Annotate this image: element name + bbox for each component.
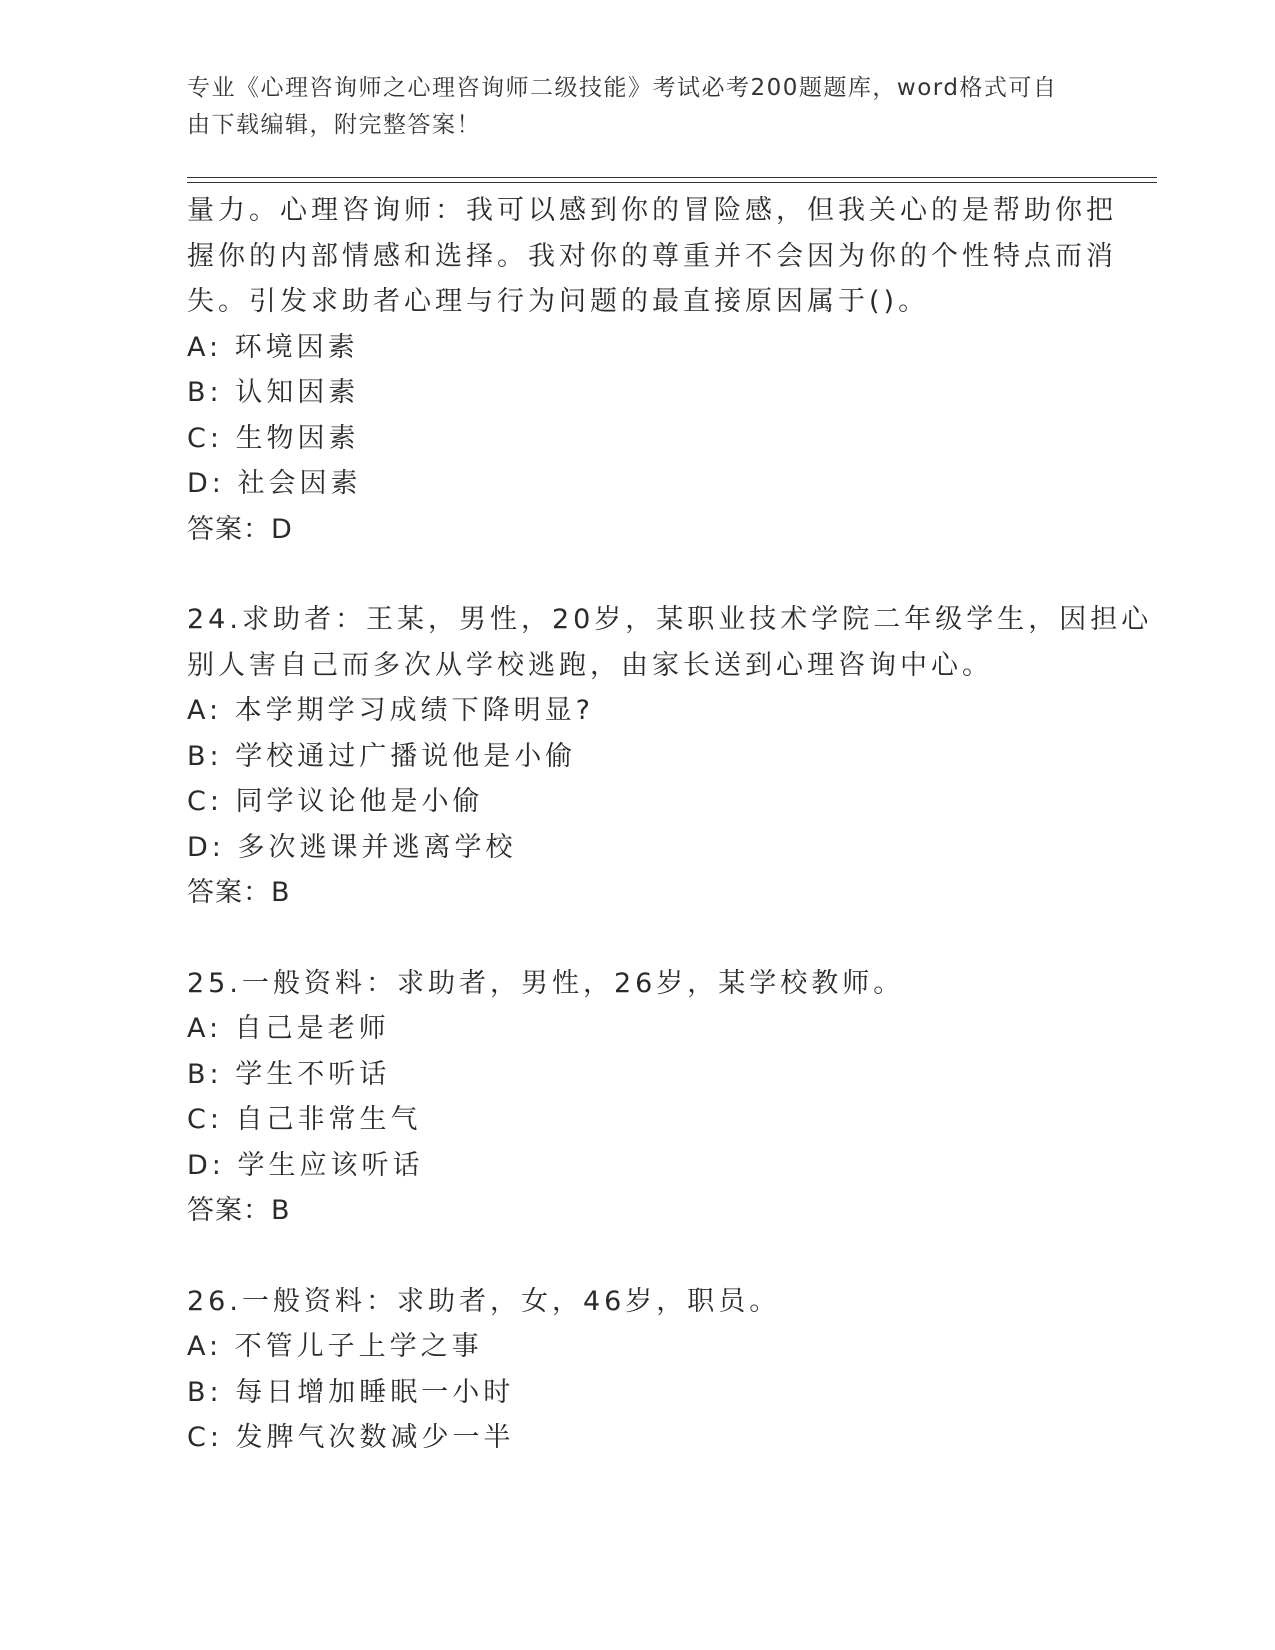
header-divider-top [187,177,1157,178]
option-d: D: 学生应该听话 [187,1149,424,1181]
option-c: C: 发脾气次数减少一半 [187,1422,515,1453]
question-stem-line: 量力。心理咨询师：我可以感到你的冒险感，但我关心的是帮助你把 [187,195,1117,226]
answer-line: 答案：B [187,877,291,908]
option-a: A: 环境因素 [187,331,359,363]
question-stem-line: 别人害自己而多次从学校逃跑，由家长送到心理咨询中心。 [187,649,993,681]
option-a: A: 自己是老师 [187,1013,390,1044]
header-line-2: 由下载编辑，附完整答案！ [187,112,481,138]
option-b: B: 认知因素 [187,377,360,408]
spacer [187,1234,1087,1279]
option-c: C: 同学议论他是小偷 [187,786,484,817]
question-23 [187,188,1117,552]
answer-line: 答案：B [187,1195,291,1226]
question-stem-line: 25.一般资料：求助者，男性，26岁，某学校教师。 [187,967,905,999]
question-24 [187,597,1153,916]
question-stem-line: 24.求助者：王某，男性，20岁，某职业技术学院二年级学生，因担心 [187,604,1153,635]
question-26 [187,1279,1087,1461]
spacer [187,916,1087,961]
question-stem-line: 握你的内部情感和选择。我对你的尊重并不会因为你的个性特点而消 [187,240,1117,272]
header-line-1: 专业《心理咨询师之心理咨询师二级技能》考试必考200题题库，word格式可自 [187,75,1058,101]
option-d: D: 社会因素 [187,468,362,499]
option-c: C: 生物因素 [187,422,360,454]
header-divider-bottom [187,182,1157,183]
question-25 [187,961,1087,1234]
answer-line: 答案：D [187,513,293,545]
option-b: B: 每日增加睡眠一小时 [187,1376,515,1408]
document-body [187,188,1153,1461]
option-b: B: 学生不听话 [187,1058,391,1090]
document-header [187,70,1067,144]
question-stem-line: 26.一般资料：求助者，女，46岁，职员。 [187,1285,781,1317]
option-d: D: 多次逃课并逃离学校 [187,831,517,863]
option-a: A: 本学期学习成绩下降明显? [187,695,595,726]
option-a: A: 不管儿子上学之事 [187,1331,483,1362]
option-c: C: 自己非常生气 [187,1104,422,1135]
question-stem-line: 失。引发求助者心理与行为问题的最直接原因属于()。 [187,286,930,317]
spacer [187,552,1087,597]
option-b: B: 学校通过广播说他是小偷 [187,740,577,772]
